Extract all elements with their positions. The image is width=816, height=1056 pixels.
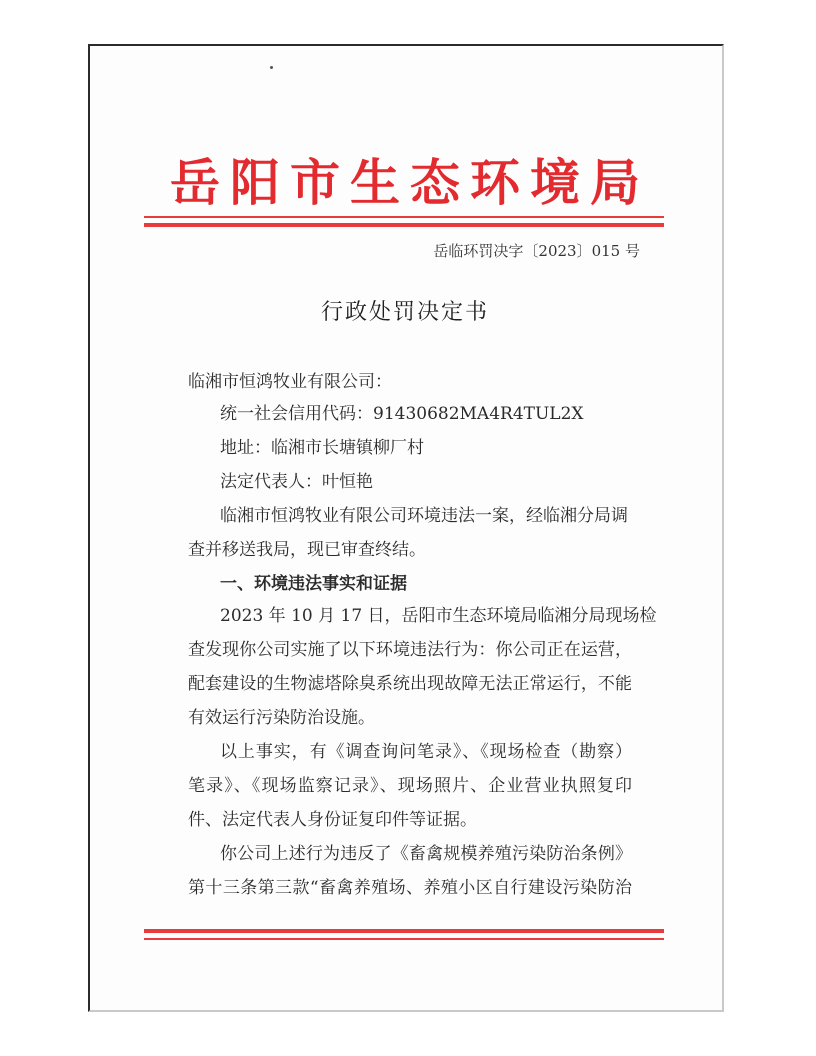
evidence-paragraph-line: 笔录》、《现场监察记录》、现场照片、企业营业执照复印: [188, 776, 632, 796]
intro-paragraph-line: 临湘市恒鸿牧业有限公司环境违法一案，经临湘分局调: [220, 506, 628, 526]
legal-rep-line: 法定代表人：叶恒艳: [220, 472, 373, 492]
header-rule-thin: [144, 216, 664, 218]
facts-paragraph-line: 查发现你公司实施了以下环境违法行为：你公司正在运营，: [188, 640, 632, 660]
document-number: 岳临环罚决字〔2023〕015 号: [433, 242, 640, 260]
footer-rule-thin: [144, 938, 664, 940]
header-rule-thick: [144, 223, 664, 227]
recipient-line: 临湘市恒鸿牧业有限公司：: [188, 372, 392, 392]
facts-paragraph-line: 配套建设的生物滤塔除臭系统出现故障无法正常运行，不能: [188, 674, 632, 694]
scan-speck: [270, 66, 273, 69]
credit-code-line: 统一社会信用代码：91430682MA4R4TUL2X: [220, 404, 584, 424]
violation-paragraph-line: 第十三条第三款“畜禽养殖场、养殖小区自行建设污染防治: [188, 878, 632, 898]
facts-paragraph-line: 有效运行污染防治设施。: [188, 708, 375, 728]
evidence-paragraph-line: 以上事实，有《调查询问笔录》、《现场检查（勘察）: [220, 742, 632, 762]
address-line: 地址：临湘市长塘镇柳厂村: [220, 438, 424, 458]
violation-paragraph-line: 你公司上述行为违反了《畜禽规模养殖污染防治条例》: [220, 844, 632, 864]
footer-rule-thick: [144, 929, 664, 933]
agency-header-title: 岳阳市生态环境局: [170, 153, 650, 212]
evidence-paragraph-line: 件、法定代表人身份证复印件等证据。: [188, 810, 477, 830]
section-heading: 一、环境违法事实和证据: [220, 574, 407, 594]
facts-paragraph-line: 2023 年 10 月 17 日，岳阳市生态环境局临湘分局现场检: [220, 606, 657, 626]
intro-paragraph-line: 查并移送我局，现已审查终结。: [188, 540, 426, 560]
document-title: 行政处罚决定书: [320, 300, 489, 325]
